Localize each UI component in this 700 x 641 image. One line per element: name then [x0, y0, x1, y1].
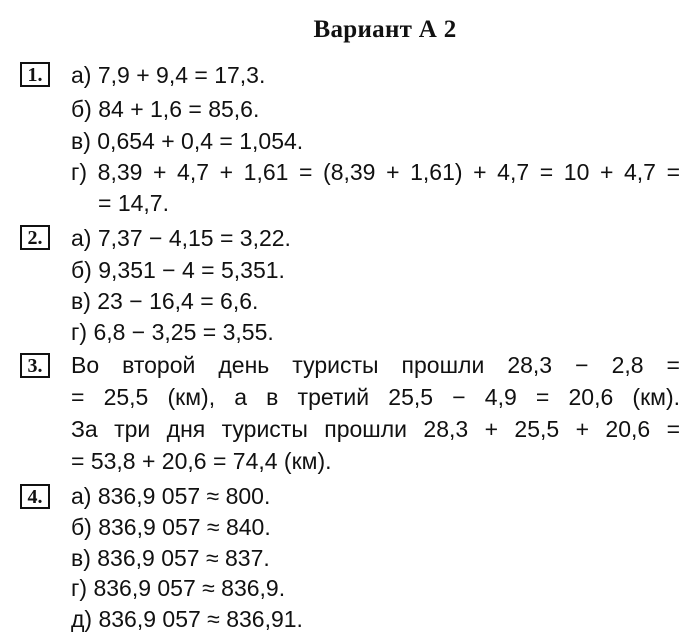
problem-4-line-b: б) 836,9 057 ≈ 840.: [71, 514, 271, 540]
problem-number-1: 1.: [20, 62, 50, 87]
problem-3-line-1: Во второй день туристы прошли 28,3 − 2,8 =: [71, 352, 680, 378]
problem-1-line-a: а) 7,9 + 9,4 = 17,3.: [71, 62, 266, 88]
problem-number-3: 3.: [20, 353, 50, 378]
problem-1-line-b: б) 84 + 1,6 = 85,6.: [71, 96, 260, 122]
problem-4-line-g: г) 836,9 057 ≈ 836,9.: [71, 575, 286, 601]
problem-2-line-a: а) 7,37 − 4,15 = 3,22.: [71, 225, 291, 251]
problem-1-line-g: г) 8,39 + 4,7 + 1,61 = (8,39 + 1,61) + 4,7 = 10 + 4,7 =: [71, 159, 680, 185]
problem-3-line-2: = 25,5 (км), а в третий 25,5 − 4,9 = 20,6 (км).: [71, 384, 680, 410]
problem-3-line-3: За три дня туристы прошли 28,3 + 25,5 + 20,6 =: [71, 416, 680, 442]
problem-3-line-4: = 53,8 + 20,6 = 74,4 (км).: [71, 448, 332, 474]
problem-2-line-b: б) 9,351 − 4 = 5,351.: [71, 257, 285, 283]
problem-number-4: 4.: [20, 484, 50, 509]
problem-number-2: 2.: [20, 225, 50, 250]
problem-1-line-v: в) 0,654 + 0,4 = 1,054.: [71, 128, 304, 154]
page-title: Вариант А 2: [313, 16, 457, 43]
problem-4-line-a: а) 836,9 057 ≈ 800.: [71, 483, 271, 509]
problem-2-line-g: г) 6,8 − 3,25 = 3,55.: [71, 319, 274, 345]
problem-2-line-v: в) 23 − 16,4 = 6,6.: [71, 288, 259, 314]
problem-4-line-v: в) 836,9 057 ≈ 837.: [71, 545, 270, 571]
problem-1-line-g-cont: = 14,7.: [98, 190, 169, 216]
problem-4-line-d: д) 836,9 057 ≈ 836,91.: [71, 606, 303, 632]
